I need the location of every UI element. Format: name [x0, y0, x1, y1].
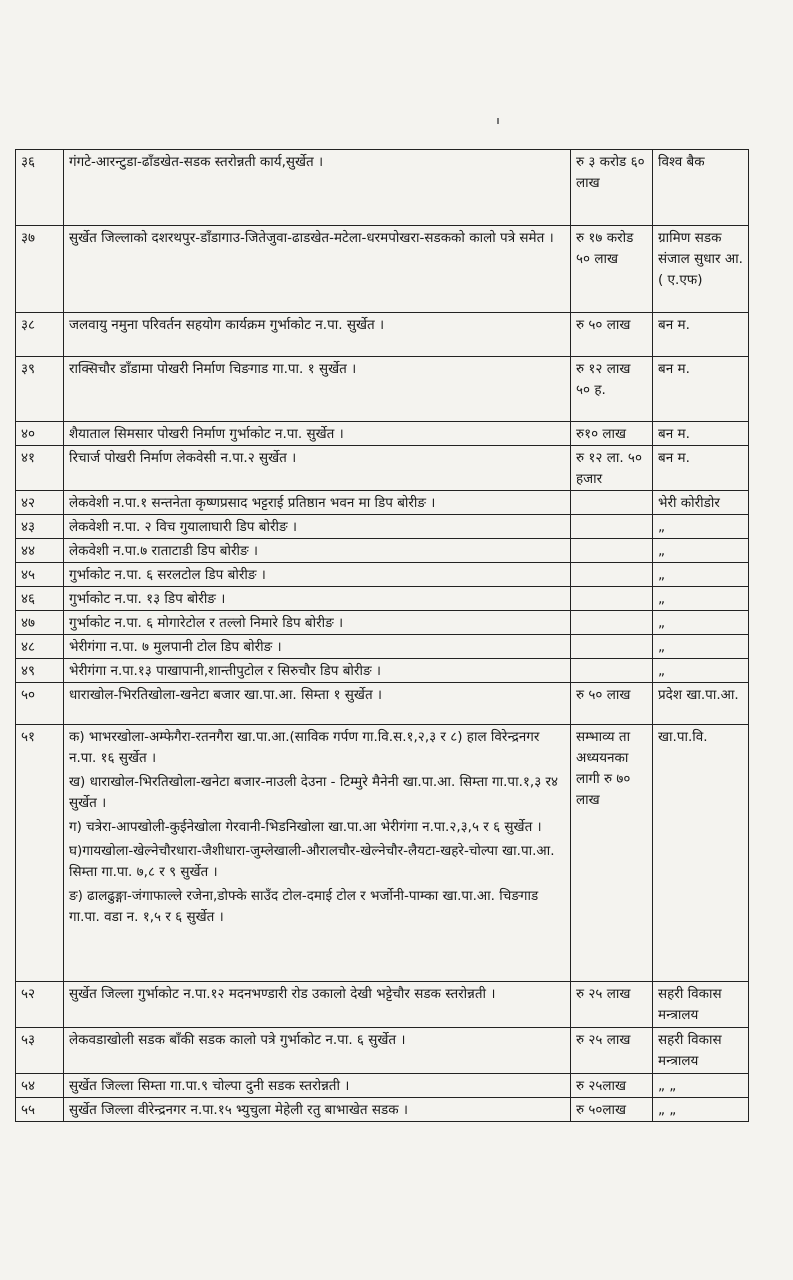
- sub-item: घ)गायखोला-खेल्नेचौरधारा-जैशीधारा-जुम्लेखाली-औरालचौर-खेल्नेचौर-लैयटा-खहरे-चोल्पा खा.पा.आ. सिम्ता गा.पा. ७,८ र ९ सुर्खेत ।: [69, 843, 555, 880]
- serial-number: ४५: [16, 563, 64, 587]
- table-row: [16, 683, 749, 725]
- serial-number: ४६: [16, 587, 64, 611]
- budget-amount: रु १२ लाख ५० ह.: [571, 357, 653, 422]
- table-row: [16, 539, 749, 563]
- budget-amount: [571, 635, 653, 659]
- project-description: गुर्भाकोट न.पा. ६ मोगारेटोल र तल्लो निमारे डिप बोरीङ ।: [64, 611, 571, 635]
- budget-amount: [571, 491, 653, 515]
- budget-amount: रु ५० लाख: [571, 313, 653, 357]
- project-description: गंगटे-आरन्टुडा-ढाँडखेत-सडक स्तरोन्नती कार्य,सुर्खेत ।: [64, 150, 571, 226]
- table-row: [16, 313, 749, 357]
- funding-source: प्रदेश खा.पा.आ.: [653, 683, 749, 725]
- funding-source: „ „: [653, 1098, 749, 1122]
- serial-number: ३६: [16, 150, 64, 226]
- project-description: सुर्खेत जिल्लाको दशरथपुर-डाँडागाउ-जितेजुवा-ढाडखेत-मटेला-धरमपोखरा-सडकको कालो पत्रे समेत ।: [64, 226, 571, 313]
- budget-amount: [571, 539, 653, 563]
- funding-source: बन म.: [653, 357, 749, 422]
- funding-source: बन म.: [653, 422, 749, 446]
- funding-source: बन म.: [653, 313, 749, 357]
- funding-source: भेरी कोरीडोर: [653, 491, 749, 515]
- serial-number: ४०: [16, 422, 64, 446]
- table-row: [16, 491, 749, 515]
- project-description: लेकवडाखोली सडक बाँकी सडक कालो पत्रे गुर्भाकोट न.पा. ६ सुर्खेत ।: [64, 1028, 571, 1074]
- serial-number: ४७: [16, 611, 64, 635]
- table-row: [16, 1028, 749, 1074]
- project-description: भेरीगंगा न.पा.१३ पाखापानी,शान्तीपुटोल र सिरुचौर डिप बोरीङ ।: [64, 659, 571, 683]
- funding-source: खा.पा.वि.: [653, 725, 749, 982]
- funding-source: ग्रामिण सडक संजाल सुधार आ.( ए.एफ): [653, 226, 749, 313]
- serial-number: ५५: [16, 1098, 64, 1122]
- table-row: [16, 446, 749, 491]
- serial-number: ४९: [16, 659, 64, 683]
- table-row: [16, 150, 749, 226]
- project-description: सुर्खेत जिल्ला सिम्ता गा.पा.९ चोल्पा दुनी सडक स्तरोन्नती ।: [64, 1074, 571, 1098]
- funding-source: सहरी विकास मन्त्रालय: [653, 982, 749, 1028]
- funding-source: „: [653, 539, 749, 563]
- sub-item: ग) चत्रेरा-आपखोली-कुईनेखोला गेरवानी-भिडनिखोला खा.पा.आ भेरीगंगा न.पा.२,३,५ र ६ सुर्खेत ।: [69, 819, 542, 835]
- serial-number: ५२: [16, 982, 64, 1028]
- funding-source: „: [653, 659, 749, 683]
- project-description: गुर्भाकोट न.पा. १३ डिप बोरीङ ।: [64, 587, 571, 611]
- table-row: [16, 226, 749, 313]
- table-row: [16, 563, 749, 587]
- budget-amount: रु २५लाख: [571, 1074, 653, 1098]
- serial-number: ३७: [16, 226, 64, 313]
- project-description: राक्सिचौर डाँडामा पोखरी निर्माण चिङगाड गा.पा. १ सुर्खेत ।: [64, 357, 571, 422]
- table-row: [16, 587, 749, 611]
- budget-amount: रु ५० लाख: [571, 683, 653, 725]
- serial-number: ५१: [16, 725, 64, 982]
- serial-number: ३९: [16, 357, 64, 422]
- table-row: [16, 422, 749, 446]
- funding-source: „ „: [653, 1074, 749, 1098]
- budget-amount: रु २५ लाख: [571, 982, 653, 1028]
- serial-number: ४८: [16, 635, 64, 659]
- project-description: जलवायु नमुना परिवर्तन सहयोग कार्यक्रम गुर्भाकोट न.पा. सुर्खेत ।: [64, 313, 571, 357]
- funding-source: „: [653, 587, 749, 611]
- project-description: लेकवेशी न.पा.७ राताटाडी डिप बोरीङ ।: [64, 539, 571, 563]
- table-row: [16, 515, 749, 539]
- sub-item: ख) धाराखोल-भिरतिखोला-खनेटा बजार-नाउली देउना - टिम्मुरे मैनेनी खा.पा.आ. सिम्ता गा.पा.१,३ र४ सुर्खेत ।: [69, 774, 559, 811]
- table-row: [16, 357, 749, 422]
- funding-source: सहरी विकास मन्त्रालय: [653, 1028, 749, 1074]
- table-row: [16, 659, 749, 683]
- serial-number: ४१: [16, 446, 64, 491]
- budget-amount: [571, 611, 653, 635]
- project-description: धाराखोल-भिरतिखोला-खनेटा बजार खा.पा.आ. सिम्ता १ सुर्खेत ।: [64, 683, 571, 725]
- table-row: [16, 1098, 749, 1122]
- budget-amount: रु ५०लाख: [571, 1098, 653, 1122]
- funding-source: „: [653, 515, 749, 539]
- budget-amount: [571, 515, 653, 539]
- funding-source: विश्व बैक: [653, 150, 749, 226]
- sub-item: क) भाभरखोला-अम्फेगैरा-रतनगैरा खा.पा.आ.(साविक गर्पण गा.वि.स.१,२,३ र ८) हाल विरेन्द्रनगर न.पा. १६ सुर्खेत ।: [69, 729, 540, 766]
- project-description: सुर्खेत जिल्ला वीरेन्द्रनगर न.पा.१५ भ्युचुला मेहेली रतु बाभाखेत सडक ।: [64, 1098, 571, 1122]
- project-description: [64, 725, 571, 982]
- serial-number: ४२: [16, 491, 64, 515]
- serial-number: ४४: [16, 539, 64, 563]
- funding-source: „: [653, 635, 749, 659]
- serial-number: ४३: [16, 515, 64, 539]
- budget-amount: रु ३ करोड ६० लाख: [571, 150, 653, 226]
- serial-number: ५३: [16, 1028, 64, 1074]
- budget-amount: रु १७ करोड ५० लाख: [571, 226, 653, 313]
- table-row: [16, 635, 749, 659]
- sub-item: ङ) ढालढुङ्गा-जंगाफाल्ले रजेना,डोफ्के साउँद टोल-दमाई टोल र भर्जोनी-पाम्का खा.पा.आ. चिङगाड गा.पा. वडा न. १,५ र ६ सुर्खेत ।: [69, 888, 539, 925]
- budget-amount: [571, 563, 653, 587]
- project-table: [15, 149, 749, 1122]
- project-description: रिचार्ज पोखरी निर्माण लेकवेसी न.पा.२ सुर्खेत ।: [64, 446, 571, 491]
- table-row: [16, 982, 749, 1028]
- table-row: [16, 611, 749, 635]
- table-row: [16, 1074, 749, 1098]
- funding-source: „: [653, 563, 749, 587]
- page-speck: [497, 118, 499, 124]
- funding-source: बन म.: [653, 446, 749, 491]
- table-row: [16, 725, 749, 982]
- project-description: सुर्खेत जिल्ला गुर्भाकोट न.पा.१२ मदनभण्डारी रोड उकालो देखी भट्टेचौर सडक स्तरोन्नती ।: [64, 982, 571, 1028]
- serial-number: ३८: [16, 313, 64, 357]
- budget-amount: [571, 659, 653, 683]
- budget-amount: [571, 587, 653, 611]
- budget-amount: रु २५ लाख: [571, 1028, 653, 1074]
- budget-amount: रु १२ ला. ५० हजार: [571, 446, 653, 491]
- project-description: गुर्भाकोट न.पा. ६ सरलटोल डिप बोरीङ ।: [64, 563, 571, 587]
- serial-number: ५४: [16, 1074, 64, 1098]
- budget-amount: रु१० लाख: [571, 422, 653, 446]
- project-description: लेकवेशी न.पा. २ विच गुयालाघारी डिप बोरीङ ।: [64, 515, 571, 539]
- funding-source: „: [653, 611, 749, 635]
- project-description: शैयाताल सिमसार पोखरी निर्माण गुर्भाकोट न.पा. सुर्खेत ।: [64, 422, 571, 446]
- project-description: भेरीगंगा न.पा. ७ मुलपानी टोल डिप बोरीङ ।: [64, 635, 571, 659]
- serial-number: ५०: [16, 683, 64, 725]
- budget-amount: सम्भाव्य ता अध्ययनका लागी रु ७० लाख: [571, 725, 653, 982]
- project-description: लेकवेशी न.पा.१ सन्तनेता कृष्णप्रसाद भट्टराई प्रतिष्ठान भवन मा डिप बोरीङ ।: [64, 491, 571, 515]
